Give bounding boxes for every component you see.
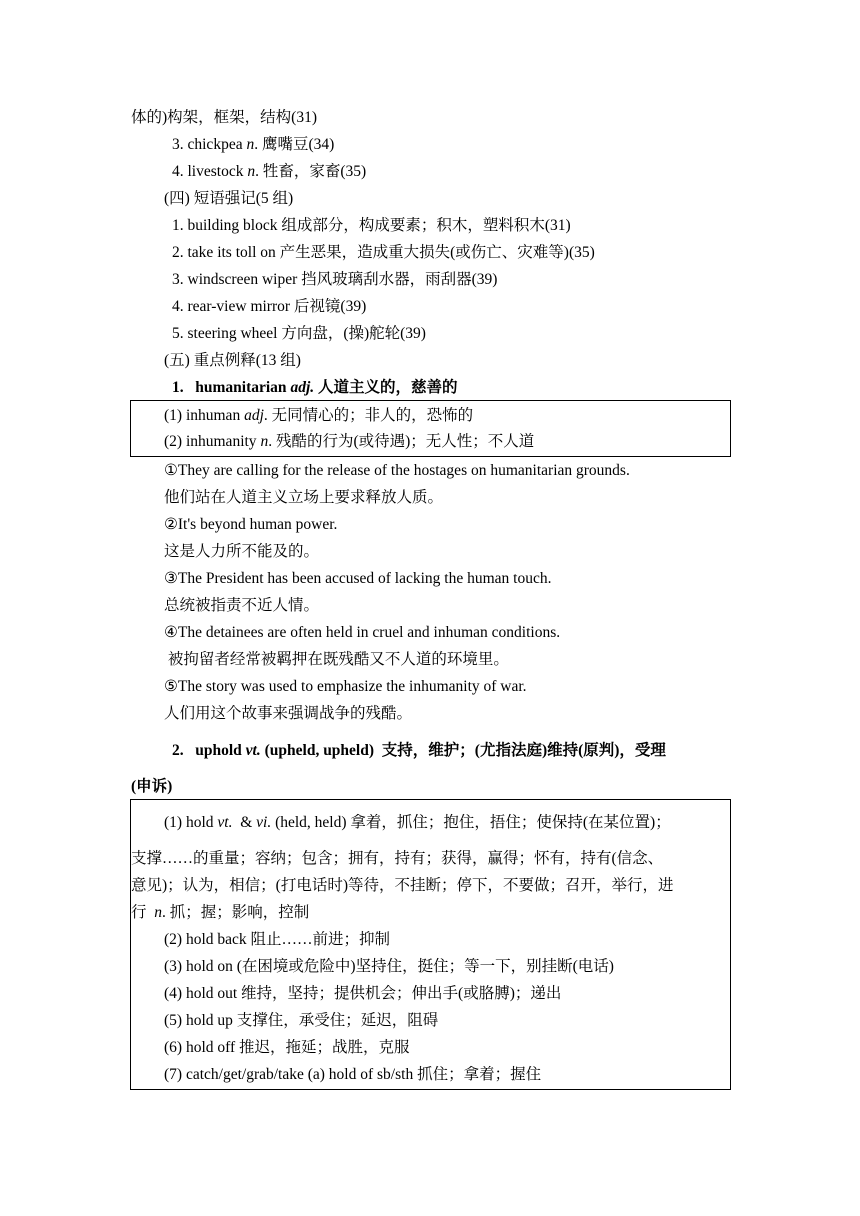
example-translation: 人们用这个故事来强调战争的残酷。 (164, 705, 413, 722)
section-heading-key-points: (五) 重点例释(13 组) (164, 352, 301, 369)
example-sentence: ④The detainees are often held in cruel and inhuman conditions. (164, 624, 561, 641)
related-word-meaning: . 残酷的行为(或待遇)；无人性；不人道 (268, 433, 535, 450)
entry-number: 1. (172, 379, 184, 396)
definition-text: (held, held) 拿着，抓住；抱住，捂住；使保持(在某位置)； (271, 814, 671, 831)
hold-phrase: (3) hold on (在困境或危险中)坚持住，挺住；等一下，别挂断(电话) (164, 958, 614, 975)
vocab-meaning: . 鹰嘴豆(34) (254, 136, 335, 153)
hold-phrase: (2) hold back 阻止……前进；抑制 (164, 931, 391, 948)
hold-definition (164, 813, 671, 833)
term: (1) hold (164, 814, 218, 831)
vocab-item (172, 162, 366, 182)
example-translation: 被拘留者经常被羁押在既残酷又不人道的环境里。 (164, 651, 509, 668)
hold-definition-cont: 支撑……的重量；容纳；包含；拥有，持有；获得，赢得；怀有，持有(信念、 (131, 850, 664, 867)
related-word-meaning: . 无同情心的；非人的，恐怖的 (263, 407, 474, 424)
separator: & (232, 814, 257, 831)
example-sentence: ②It's beyond human power. (164, 516, 338, 533)
part-of-speech: vi. (256, 814, 272, 831)
phrase-item: 4. rear-view mirror 后视镜(39) (172, 298, 367, 315)
hold-phrase: (7) catch/get/grab/take (a) hold of sb/sth 抓住；拿着；握住 (164, 1066, 542, 1083)
definition-text: 行 (131, 904, 155, 921)
part-of-speech: adj. (290, 379, 315, 396)
entry-heading-uphold (172, 741, 666, 761)
example-sentence: ③The President has been accused of lacking the human touch. (164, 570, 552, 587)
example-translation: 总统被指责不近人情。 (164, 597, 320, 614)
part-of-speech: n (260, 433, 269, 450)
vocab-word: 4. livestock (172, 163, 248, 180)
phrase-item: 3. windscreen wiper 挡风玻璃刮水器，雨刮器(39) (172, 271, 498, 288)
section-heading-phrases: (四) 短语强记(5 组) (164, 190, 294, 207)
related-word-term: (1) inhuman (164, 407, 245, 424)
example-sentence: ①They are calling for the release of the hostages on humanitarian grounds. (164, 462, 630, 479)
vocab-meaning: . 牲畜，家畜(35) (255, 163, 367, 180)
phrase-item: 2. take its toll on 产生恶果，造成重大损失(或伤亡、灾难等)(35) (172, 244, 595, 261)
example-translation: 他们站在人道主义立场上要求释放人质。 (164, 489, 444, 506)
related-word (164, 432, 534, 452)
entry-meaning-continued: (申诉) (131, 778, 173, 795)
related-word (164, 406, 473, 426)
definition-text: . 抓；握；影响，控制 (162, 904, 310, 921)
hold-phrase: (6) hold off 推迟，拖延；战胜，克服 (164, 1039, 410, 1056)
entry-meaning: 人道主义的，慈善的 (318, 379, 458, 396)
entry-meaning: 支持，维护；(尤指法庭)维持(原判)，受理 (381, 742, 666, 759)
example-sentence: ⑤The story was used to emphasize the inhumanity of war. (164, 678, 527, 695)
entry-number: 2. (172, 742, 184, 759)
phrase-item: 1. building block 组成部分，构成要素；积木，塑料积木(31) (172, 217, 571, 234)
continued-definition: 体的)构架，框架，结构(31) (131, 109, 317, 126)
part-of-speech: n (154, 904, 163, 921)
hold-definition-cont (131, 903, 309, 923)
hold-definition-cont: 意见)；认为，相信；(打电话时)等待，不挂断；停下，不要做；召开，举行，进 (131, 877, 674, 894)
entry-word: humanitarian (195, 379, 287, 396)
entry-word: uphold (195, 742, 242, 759)
entry-forms: (upheld, upheld) (264, 742, 375, 759)
related-word-term: (2) inhumanity (164, 433, 261, 450)
phrase-item: 5. steering wheel 方向盘，(操)舵轮(39) (172, 325, 426, 342)
hold-phrase: (4) hold out 维持，坚持；提供机会；伸出手(或胳膊)；递出 (164, 985, 562, 1002)
part-of-speech: vt. (217, 814, 233, 831)
part-of-speech: vt. (245, 742, 261, 759)
vocab-word: 3. chickpea (172, 136, 247, 153)
vocab-item (172, 135, 334, 155)
entry-heading-humanitarian (172, 378, 458, 398)
hold-phrase: (5) hold up 支撑住，承受住；延迟，阻碍 (164, 1012, 439, 1029)
part-of-speech: adj (244, 407, 264, 424)
part-of-speech: n (247, 163, 256, 180)
part-of-speech: n (246, 136, 255, 153)
example-translation: 这是人力所不能及的。 (164, 543, 320, 560)
